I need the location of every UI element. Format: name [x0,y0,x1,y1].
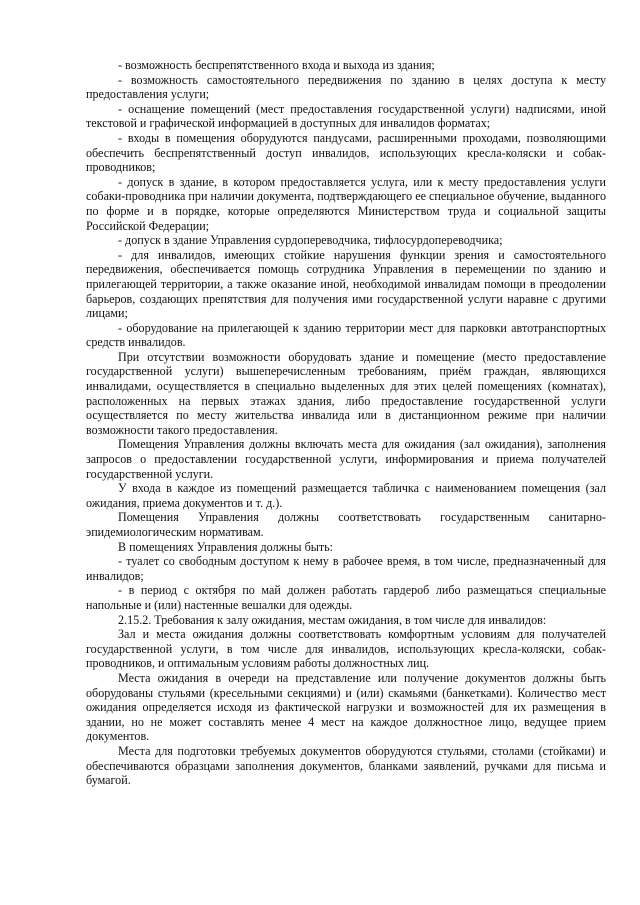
paragraph-waiting-seats: Места ожидания в очереди на представление или получение документов должны быть оборудованы стульями (кресельными секциями) и (или) скамьями (банкетками). Количество мест ожидания определяется исходя из фактической нагрузки и возможностей для их размещения в здании, но не может составлять менее 4 мест на каждое должностное лицо, ведущее прием документов. [86,670,606,744]
paragraph-movement: - возможность самостоятельного передвижения по зданию в целях доступа к месту предоставления услуги; [86,72,606,102]
paragraph-document-prep: Места для подготовки требуемых документов оборудуются стульями, столами (стойками) и обеспечиваются образцами заполнения документов, бланками заявлений, ручками для письма и бумагой. [86,743,606,788]
paragraph-premises: Помещения Управления должны включать места для ожидания (зал ожидания), заполнения запросов о предоставлении государственной услуги, информирования и приема получателей государственной услуги. [86,437,606,481]
paragraph-entrance-exit: - возможность беспрепятственного входа и выхода из здания; [118,58,435,72]
section-heading-2-15-2: 2.15.2. Требования к залу ожидания, местам ожидания, в том числе для инвалидов: [118,612,547,627]
paragraph-parking: - оборудование на прилегающей к зданию территории мест для парковки автотранспортных средств инвалидов. [86,320,606,350]
paragraph-must-have: В помещениях Управления должны быть: [118,539,334,554]
paragraph-toilet: - туалет со свободным доступом к нему в рабочее время, в том числе, предназначенный для инвалидов; [86,554,606,583]
paragraph-waiting-hall: Зал и места ожидания должны соответствовать комфортным условиям для получателей государственной услуги, в том числе для инвалидов, использующих кресла-коляски, собак-проводников, и оптимальным условиям работы должностных лиц. [86,627,606,671]
paragraph-sanitary: Помещения Управления должны соответствовать государственным санитарно-эпидемиологическим нормативам. [86,510,606,539]
document-body [86,58,606,788]
paragraph-interpreter: - допуск в здание Управления сурдопереводчика, тифлосурдопереводчика; [118,233,503,248]
paragraph-guide-dog: - допуск в здание, в котором предоставляется услуга, или к месту предоставления услуги собаки-проводника при наличии документа, подтверждающего ее специальное обучение, выданного по форме и в порядке, которые определяются Министерством труда и социальной защиты Российской Федерации; [86,174,606,233]
paragraph-sign-plate: У входа в каждое из помещений размещается табличка с наименованием помещения (зал ожидания, приема документов и т. д.). [86,481,606,510]
paragraph-signage: - оснащение помещений (мест предоставления государственной услуги) надписями, иной текстовой и графической информацией в доступных для инвалидов форматах; [86,101,606,131]
paragraph-assistance: - для инвалидов, имеющих стойкие нарушения функции зрения и самостоятельного передвижения, обеспечивается помощь сотрудника Управления в перемещении по зданию и прилегающей территории, а также оказание иной, необходимой инвалидам помощи в преодолении барьеров, создающих препятствия для получения ими государственной услуги наравне с другими лицами; [86,247,606,321]
paragraph-ramps: - входы в помещения оборудуются пандусами, расширенными проходами, позволяющими обеспечить беспрепятственный доступ инвалидов, использующих кресла-коляски и собак-проводников; [86,130,606,175]
paragraph-wardrobe: - в период с октября по май должен работать гардероб либо размещаться специальные напольные и (или) настенные вешалки для одежды. [86,583,606,612]
paragraph-no-possibility: При отсутствии возможности оборудовать здание и помещение (место предоставление государственной услуги) вышеперечисленным требованиям, приём граждан, являющихся инвалидами, осуществляется в специально выделенных для этих целей помещениях (комнатах), расположенных на первых этажах здания, либо предоставление государственной услуги осуществляется по месту жительства инвалида или в дистанционном режиме при наличии возможности такого предоставления. [86,349,606,437]
